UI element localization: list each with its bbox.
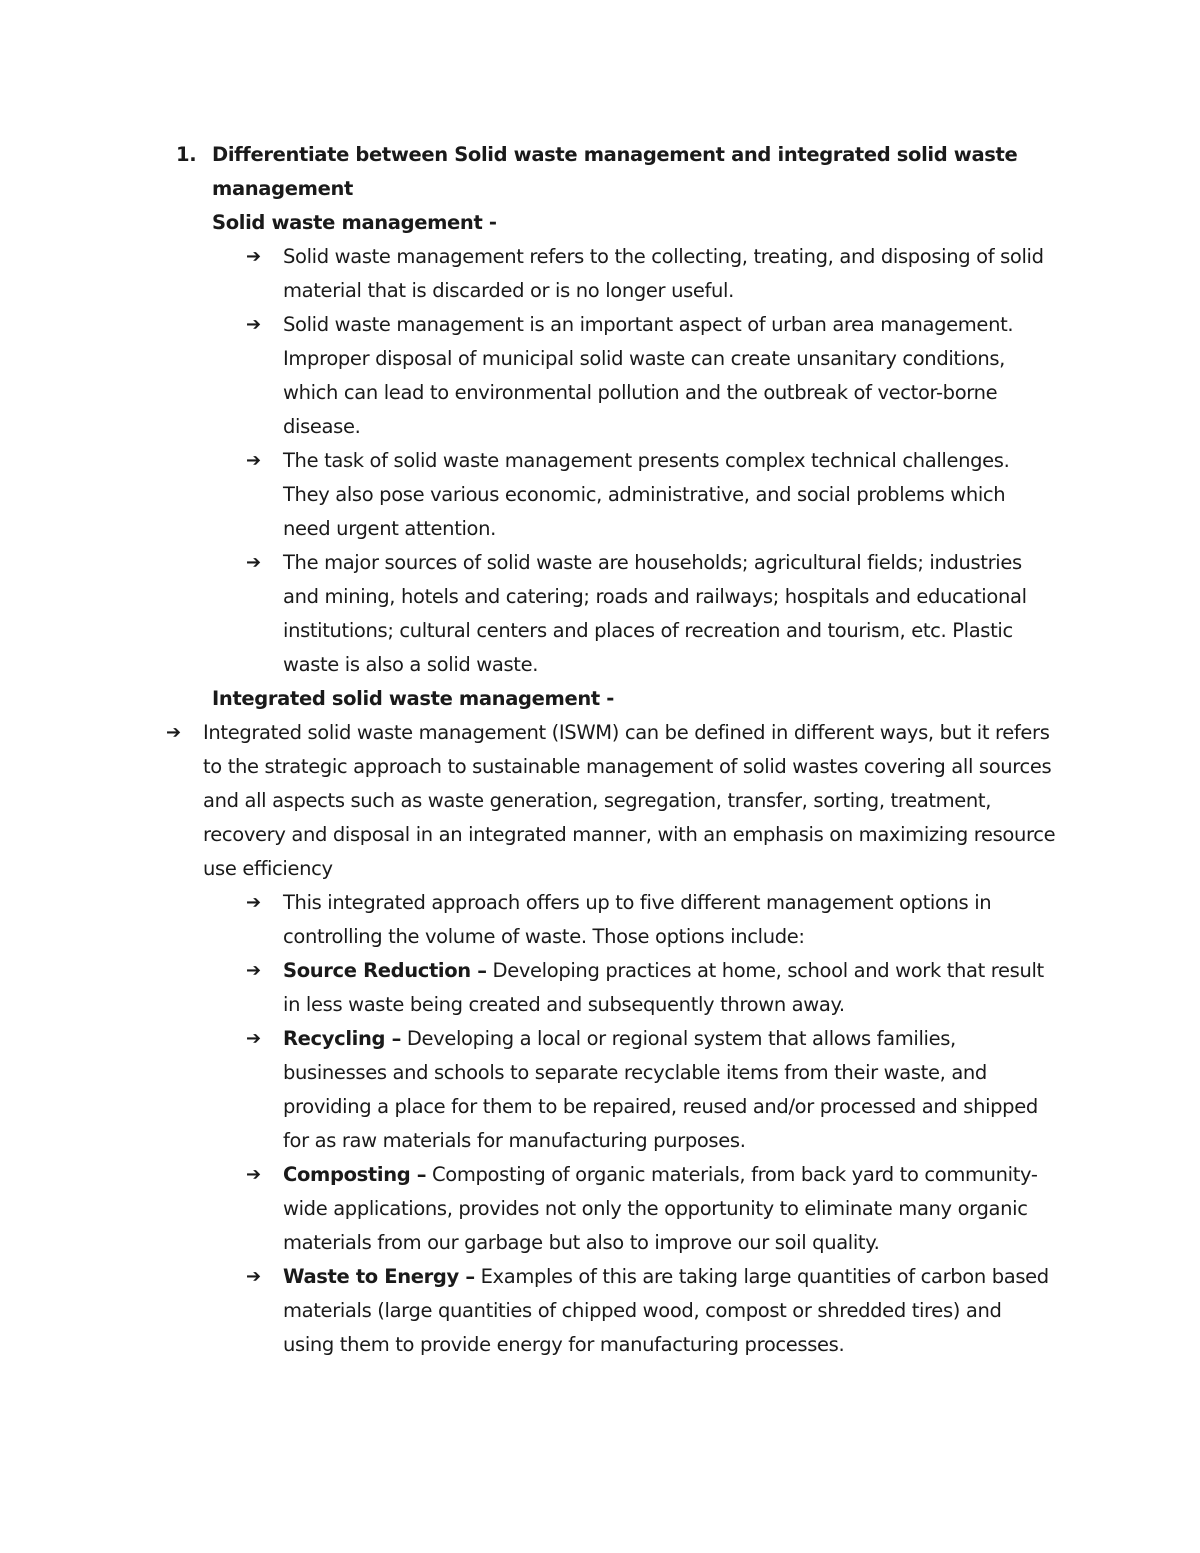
question-item [0,138,1200,206]
option-text [283,1022,1058,1158]
option-term: Waste to Energy – [283,1265,475,1288]
iswm-heading: Integrated solid waste management - [212,687,615,710]
list-item [0,546,1200,682]
arrow-icon: ➔ [246,314,261,335]
arrow-icon: ➔ [246,552,261,573]
arrow-icon: ➔ [246,1028,261,1049]
list-item-text: The task of solid waste management presents complex technical challenges. They also pose various economic, administrative, and social problems which need urgent attention. [283,449,1010,540]
option-description: Composting of organic materials, from back yard to community-wide applications, provides not only the opportunity to eliminate many organic materials from our garbage but also to improve our soil quality. [283,1163,1038,1254]
list-item [0,954,1200,1022]
list-item [0,444,1200,546]
option-description: Developing practices at home, school and work that result in less waste being created and subsequently thrown away. [283,959,1044,1016]
list-item [0,1158,1200,1260]
arrow-icon: ➔ [246,246,261,267]
option-term: Source Reduction – [283,959,487,982]
list-item [0,1022,1200,1158]
arrow-icon: ➔ [246,1266,261,1287]
list-item-text: Solid waste management refers to the collecting, treating, and disposing of solid material that is discarded or is no longer useful. [283,245,1044,302]
list-item [0,240,1200,308]
document-content [0,138,1200,1362]
option-text [283,954,1058,1022]
arrow-icon: ➔ [166,722,181,743]
arrow-icon: ➔ [246,1164,261,1185]
list-item [0,886,1200,954]
list-item-text: The major sources of solid waste are households; agricultural fields; industries and mining, hotels and catering; roads and railways; hospitals and educational institutions; cultural centers and places of recreation and tourism, etc. Plastic waste is also a solid waste. [283,551,1027,676]
option-text [283,1260,1058,1362]
option-text [283,1158,1058,1260]
iswm-intro: This integrated approach offers up to five different management options in controlling the volume of waste. Those options include: [283,891,992,948]
option-description: Developing a local or regional system that allows families, businesses and schools to separate recyclable items from their waste, and providing a place for them to be repaired, reused and/or processed and shipped for as raw materials for manufacturing purposes. [283,1027,1038,1152]
question-title: Differentiate between Solid waste management and integrated solid waste management [212,143,1018,200]
arrow-icon: ➔ [246,450,261,471]
list-item [0,716,1200,886]
iswm-definition: Integrated solid waste management (ISWM) can be defined in different ways, but it refers to the strategic approach to sustainable management of solid wastes covering all sources and all aspects such as waste generation, segregation, transfer, sorting, treatment, recovery and disposal in an integrated manner, with an emphasis on maximizing resource use efficiency [203,721,1056,880]
swm-heading: Solid waste management - [212,211,497,234]
arrow-icon: ➔ [246,960,261,981]
list-item [0,1260,1200,1362]
option-description: Examples of this are taking large quantities of carbon based materials (large quantities of chipped wood, compost or shredded tires) and using them to provide energy for manufacturing processes. [283,1265,1049,1356]
question-number: 1. [176,143,197,166]
option-term: Recycling – [283,1027,401,1050]
list-item [0,308,1200,444]
arrow-icon: ➔ [246,892,261,913]
list-item-text: Solid waste management is an important aspect of urban area management. Improper disposal of municipal solid waste can create unsanitary conditions, which can lead to environmental pollution and the outbreak of vector-borne disease. [283,313,1014,438]
option-term: Composting – [283,1163,427,1186]
